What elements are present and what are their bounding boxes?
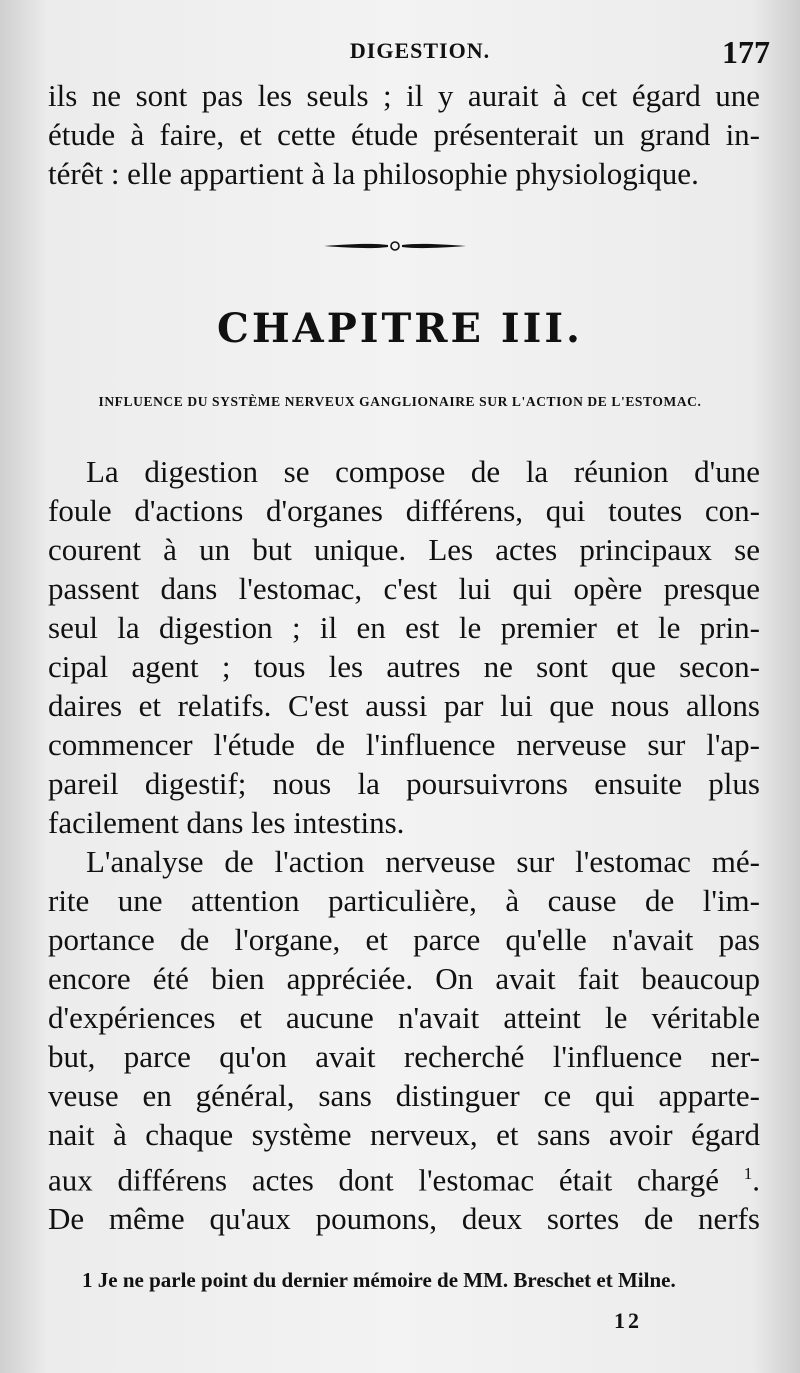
text-line: La digestion se compose de la réunion d'une xyxy=(86,454,760,489)
text-line: nait à chaque système nerveux, et sans avoir égard xyxy=(48,1117,760,1152)
text-line: térêt : elle appartient à la philosophie physiologique. xyxy=(48,156,699,191)
footnote xyxy=(82,1268,782,1293)
text-line: courent à un but unique. Les actes principaux se xyxy=(48,532,760,567)
footnote-marker: 1 xyxy=(82,1268,93,1292)
chapter-title: CHAPITRE III. xyxy=(217,305,583,352)
text-line: but, parce qu'on avait recherché l'influence ner- xyxy=(48,1039,760,1074)
signature-mark: 12 xyxy=(614,1308,642,1333)
text-line: veuse en général, sans distinguer ce qui apparte- xyxy=(48,1078,760,1113)
page-number: 177 xyxy=(722,34,770,70)
chapter-subtitle: INFLUENCE DU SYSTÈME NERVEUX GANGLIONAIRE SUR L'ACTION DE L'ESTOMAC. xyxy=(98,394,702,409)
text-line: pareil digestif; nous la poursuivrons ensuite plus xyxy=(48,766,760,801)
text-line: étude à faire, et cette étude présenterait un grand in- xyxy=(48,117,760,152)
footnote-reference: 1 xyxy=(743,1164,753,1183)
paragraph-1 xyxy=(48,452,760,842)
text-line-with-note: aux différens actes dont l'estomac était chargé $^1$. xyxy=(48,1162,760,1198)
divider-ornament-icon xyxy=(322,237,468,255)
text-line: encore été bien appréciée. On avait fait beaucoup xyxy=(48,961,760,996)
text-line: d'expériences et aucune n'avait atteint le véritable xyxy=(48,1000,760,1035)
text-line: passent dans l'estomac, c'est lui qui opère presque xyxy=(48,571,760,606)
text-line: commencer l'étude de l'influence nerveuse sur l'ap- xyxy=(48,727,760,762)
text-line: portance de l'organe, et parce qu'elle n'avait pas xyxy=(48,922,760,957)
paragraph-2 xyxy=(48,842,760,1238)
footnote-text: Je ne parle point du dernier mémoire de MM. Breschet et Milne. xyxy=(97,1268,676,1292)
text-line: cipal agent ; tous les autres ne sont que secon- xyxy=(48,649,760,684)
text-line: facilement dans les intestins. xyxy=(48,805,405,840)
text-line: seul la digestion ; il en est le premier et le prin- xyxy=(48,610,760,645)
intro-paragraph xyxy=(48,76,760,193)
text-line: L'analyse de l'action nerveuse sur l'estomac mé- xyxy=(86,844,760,879)
text-line: daires et relatifs. C'est aussi par lui que nous allons xyxy=(48,688,760,723)
text-line: ils ne sont pas les seuls ; il y aurait à cet égard une xyxy=(48,78,760,113)
text-line: De même qu'aux poumons, deux sortes de nerfs xyxy=(48,1201,760,1237)
page-header xyxy=(40,34,770,74)
text-line: foule d'actions d'organes différens, qui toutes con- xyxy=(48,493,760,528)
text-line-content: aux différens actes dont l'estomac était chargé xyxy=(48,1162,719,1198)
text-line: rite une attention particulière, à cause de l'im- xyxy=(48,883,760,918)
running-head: DIGESTION. xyxy=(349,38,491,63)
